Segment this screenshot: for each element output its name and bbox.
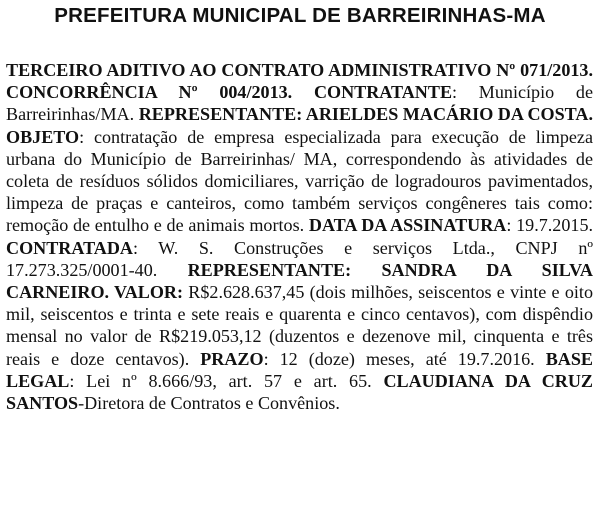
base-legal-label: BASE LEGAL — [6, 348, 593, 391]
data-assinatura-label: DATA DA ASSINATURA — [308, 215, 507, 236]
representante-objeto-label: REPRESENTANTE: ARIELDES MACÁRIO DA COSTA. OBJETO — [6, 104, 593, 147]
representante-valor-label: REPRESENTANTE: SANDRA DA SILVA CARNEIRO. VALOR: — [6, 259, 593, 303]
page-title: PREFEITURA MUNICIPAL DE BARREIRINHAS-MA — [54, 4, 546, 27]
valor-value: R$2.628.637,45 (dois milhões, seiscentos e vinte e oito mil, seiscentos e trinta e sete reais e quarenta e cinco centavos), com dispêndio mensal no valor de R$219.053,12 (duzentos e dezenove mil, cinquenta e três reais e doze centavos). — [6, 282, 593, 369]
contratante-value: : Município de Barreirinhas/MA. — [6, 82, 593, 125]
objeto-value: : contratação de empresa especializada para execução de limpeza urbana do Município de Barreirinhas/ MA, correspondendo às atividades de coleta de resíduos sólidos domiciliares, varrição de logradouros pavimentados, limpeza de praças e canteiros, como também serviços congêneres tais como: remoção de entulho e de animais mortos. — [6, 126, 593, 236]
notice-body — [6, 59, 593, 414]
prazo-label: PRAZO — [200, 348, 264, 369]
contratada-value: : W. S. Construções e serviços Ltda., CNPJ nº 17.273.325/0001-40. — [6, 237, 593, 280]
contract-heading: TERCEIRO ADITIVO AO CONTRATO ADMINISTRATIVO Nº 071/2013. CONCORRÊNCIA Nº 004/2013. CONTRATANTE — [6, 60, 593, 103]
signatory-name: CLAUDIANA DA CRUZ SANTOS — [6, 370, 594, 414]
data-assinatura-value: : 19.7.2015. — [506, 215, 594, 236]
prazo-value: : 12 (doze) meses, até 19.7.2016. — [263, 348, 535, 369]
contratada-label: CONTRATADA — [6, 237, 133, 258]
base-legal-value: : Lei nº 8.666/93, art. 57 e art. 65. — [69, 370, 372, 391]
signatory-role: -Diretora de Contratos e Convênios. — [78, 393, 340, 414]
